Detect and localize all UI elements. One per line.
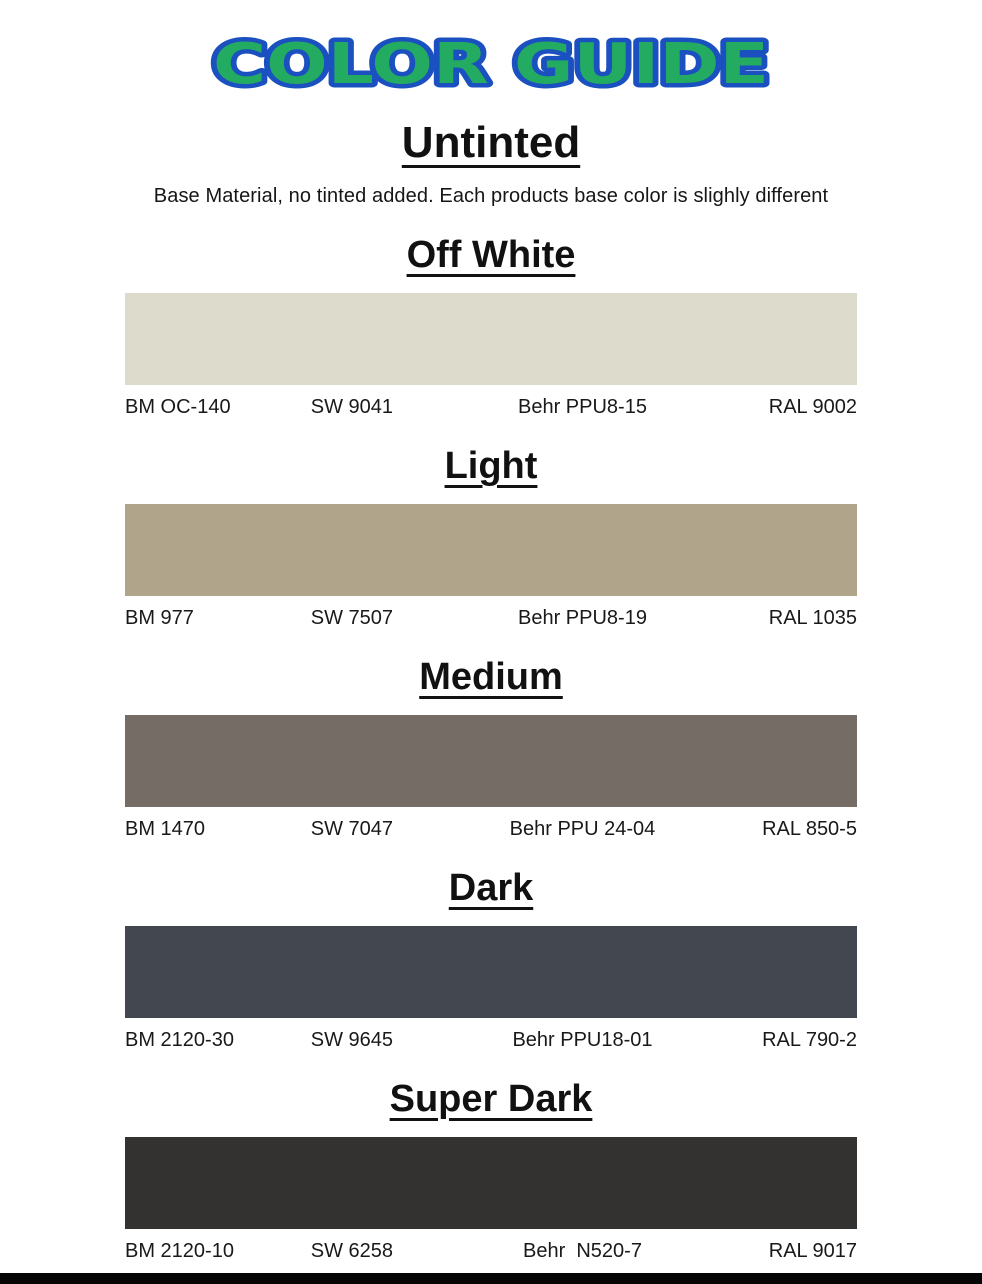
section-title-text: Medium bbox=[419, 656, 563, 698]
color-code-behr: Behr PPU 24-04 bbox=[509, 818, 656, 840]
color-code-bm: BM 977 bbox=[125, 607, 194, 629]
section-title-text: Super Dark bbox=[389, 1078, 593, 1120]
color-code-behr: Behr PPU8-15 bbox=[517, 396, 647, 418]
color-codes-row bbox=[125, 607, 857, 630]
color-code-bm: BM 2120-30 bbox=[125, 1029, 234, 1051]
color-code-bm: BM 1470 bbox=[125, 818, 206, 840]
section-title-text: Dark bbox=[448, 867, 534, 909]
color-swatch bbox=[125, 1137, 857, 1229]
color-guide-logo-text: COLOR GUIDE bbox=[213, 32, 769, 97]
color-code-ral: RAL 1035 bbox=[768, 607, 857, 629]
color-code-behr: Behr PPU18-01 bbox=[512, 1029, 653, 1051]
section-title bbox=[0, 656, 982, 699]
section-title-text: Off White bbox=[406, 234, 576, 276]
logo-container bbox=[0, 26, 982, 102]
color-codes-row bbox=[125, 1240, 857, 1263]
color-code-sw: SW 9645 bbox=[310, 1029, 394, 1051]
section-title-text: Light bbox=[444, 445, 538, 487]
color-code-sw: SW 7507 bbox=[310, 607, 394, 629]
page-title bbox=[0, 118, 982, 168]
color-code-behr: Behr PPU8-19 bbox=[517, 607, 647, 629]
color-codes-row bbox=[125, 396, 857, 419]
color-code-ral: RAL 9017 bbox=[768, 1240, 857, 1262]
page-bottom-border bbox=[0, 1273, 982, 1284]
section-off-white bbox=[0, 234, 982, 419]
section-title bbox=[0, 234, 982, 277]
color-swatch bbox=[125, 926, 857, 1018]
color-code-ral: RAL 790-2 bbox=[762, 1029, 857, 1051]
color-swatch bbox=[125, 504, 857, 596]
color-swatch bbox=[125, 293, 857, 385]
section-title bbox=[0, 445, 982, 488]
color-code-sw: SW 9041 bbox=[310, 396, 394, 418]
color-code-sw: SW 6258 bbox=[310, 1240, 394, 1262]
section-title bbox=[0, 1078, 982, 1121]
color-code-behr: Behr N520-7 bbox=[522, 1240, 642, 1262]
section-super-dark bbox=[0, 1078, 982, 1263]
section-title bbox=[0, 867, 982, 910]
color-guide-logo bbox=[181, 26, 801, 102]
color-swatch bbox=[125, 715, 857, 807]
color-code-sw: SW 7047 bbox=[310, 818, 394, 840]
page-title-text: Untinted bbox=[401, 118, 581, 167]
color-code-bm: BM OC-140 bbox=[125, 396, 231, 418]
color-codes-row bbox=[125, 1029, 857, 1052]
section-medium bbox=[0, 656, 982, 841]
page-subtitle: Base Material, no tinted added. Each products base color is slighly different bbox=[153, 185, 829, 207]
section-dark bbox=[0, 867, 982, 1052]
section-light bbox=[0, 445, 982, 630]
color-code-bm: BM 2120-10 bbox=[125, 1240, 234, 1262]
color-code-ral: RAL 9002 bbox=[768, 396, 857, 418]
color-code-ral: RAL 850-5 bbox=[762, 818, 857, 840]
color-codes-row bbox=[125, 818, 857, 841]
